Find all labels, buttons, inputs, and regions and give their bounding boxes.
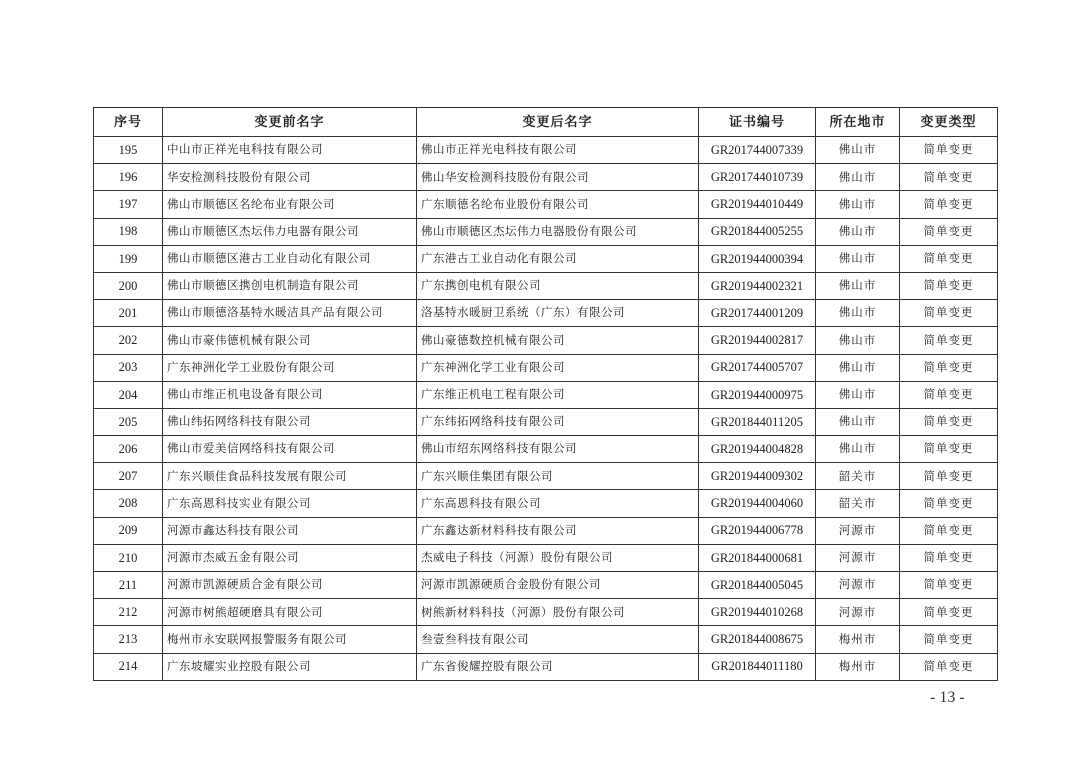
cell-new-name: 佛山豪德数控机械有限公司	[417, 327, 699, 354]
table-row	[94, 164, 998, 191]
table-row	[94, 191, 998, 218]
cell-cert-no: GR201844000681	[699, 544, 816, 571]
cell-old-name: 佛山市顺德区杰坛伟力电器有限公司	[163, 218, 417, 245]
cell-new-name: 杰威电子科技（河源）股份有限公司	[417, 544, 699, 571]
cell-change-type: 简单变更	[900, 137, 998, 164]
cell-new-name: 佛山市绍东网络科技有限公司	[417, 436, 699, 463]
cell-city: 佛山市	[816, 300, 900, 327]
cell-change-type: 简单变更	[900, 408, 998, 435]
cell-old-name: 广东神洲化学工业股份有限公司	[163, 354, 417, 381]
cell-cert-no: GR201944002321	[699, 272, 816, 299]
cell-cert-no: GR201744007339	[699, 137, 816, 164]
cell-old-name: 华安检测科技股份有限公司	[163, 164, 417, 191]
cell-change-type: 简单变更	[900, 381, 998, 408]
cell-change-type: 简单变更	[900, 626, 998, 653]
cell-new-name: 广东纬拓网络科技有限公司	[417, 408, 699, 435]
cell-change-type: 简单变更	[900, 599, 998, 626]
table-body	[94, 137, 998, 681]
cell-old-name: 广东坡耀实业控股有限公司	[163, 653, 417, 680]
cell-cert-no: GR201844011205	[699, 408, 816, 435]
table-row	[94, 572, 998, 599]
cell-new-name: 广东港古工业自动化有限公司	[417, 245, 699, 272]
cell-old-name: 佛山市顺德区携创电机制造有限公司	[163, 272, 417, 299]
cell-city: 佛山市	[816, 408, 900, 435]
cell-cert-no: GR201944006778	[699, 517, 816, 544]
cell-index: 206	[94, 436, 163, 463]
cell-change-type: 简单变更	[900, 436, 998, 463]
cell-change-type: 简单变更	[900, 191, 998, 218]
cell-city: 佛山市	[816, 137, 900, 164]
cell-index: 202	[94, 327, 163, 354]
cell-index: 211	[94, 572, 163, 599]
cell-old-name: 河源市凯源硬质合金有限公司	[163, 572, 417, 599]
cell-city: 佛山市	[816, 245, 900, 272]
cell-cert-no: GR201744010739	[699, 164, 816, 191]
cell-change-type: 简单变更	[900, 517, 998, 544]
cell-cert-no: GR201744005707	[699, 354, 816, 381]
page-number: - 13 -	[930, 689, 965, 706]
cell-old-name: 梅州市永安联网报警服务有限公司	[163, 626, 417, 653]
cell-index: 201	[94, 300, 163, 327]
cell-cert-no: GR201744001209	[699, 300, 816, 327]
cell-old-name: 河源市树熊超硬磨具有限公司	[163, 599, 417, 626]
cell-change-type: 简单变更	[900, 164, 998, 191]
cell-change-type: 简单变更	[900, 544, 998, 571]
cell-index: 196	[94, 164, 163, 191]
cell-old-name: 佛山市顺德区名纶布业有限公司	[163, 191, 417, 218]
table-row	[94, 517, 998, 544]
cell-new-name: 叁壹叁科技有限公司	[417, 626, 699, 653]
cell-index: 198	[94, 218, 163, 245]
header-change-type: 变更类型	[900, 108, 998, 137]
cell-city: 河源市	[816, 517, 900, 544]
table-row	[94, 245, 998, 272]
cell-index: 210	[94, 544, 163, 571]
cell-old-name: 佛山市爱美信网络科技有限公司	[163, 436, 417, 463]
cell-city: 韶关市	[816, 463, 900, 490]
cell-cert-no: GR201944002817	[699, 327, 816, 354]
cell-old-name: 佛山纬拓网络科技有限公司	[163, 408, 417, 435]
cell-cert-no: GR201944010449	[699, 191, 816, 218]
cell-new-name: 广东鑫达新材料科技有限公司	[417, 517, 699, 544]
cell-new-name: 树熊新材料科技（河源）股份有限公司	[417, 599, 699, 626]
cell-old-name: 佛山市豪伟德机械有限公司	[163, 327, 417, 354]
cell-city: 佛山市	[816, 218, 900, 245]
table-row	[94, 354, 998, 381]
cell-index: 207	[94, 463, 163, 490]
table-row	[94, 436, 998, 463]
cell-index: 213	[94, 626, 163, 653]
cell-change-type: 简单变更	[900, 653, 998, 680]
cell-cert-no: GR201844011180	[699, 653, 816, 680]
cell-index: 199	[94, 245, 163, 272]
cell-old-name: 佛山市顺德洛基特水暖洁具产品有限公司	[163, 300, 417, 327]
cell-city: 佛山市	[816, 354, 900, 381]
table-row	[94, 490, 998, 517]
table-header-row	[94, 108, 998, 137]
cell-index: 208	[94, 490, 163, 517]
cell-index: 195	[94, 137, 163, 164]
cell-city: 佛山市	[816, 191, 900, 218]
cell-new-name: 广东兴顺佳集团有限公司	[417, 463, 699, 490]
table-row	[94, 300, 998, 327]
cell-new-name: 佛山华安检测科技股份有限公司	[417, 164, 699, 191]
cell-city: 佛山市	[816, 272, 900, 299]
table-row	[94, 381, 998, 408]
table-row	[94, 137, 998, 164]
table-row	[94, 626, 998, 653]
cell-index: 200	[94, 272, 163, 299]
cell-new-name: 广东维正机电工程有限公司	[417, 381, 699, 408]
cell-cert-no: GR201944010268	[699, 599, 816, 626]
cell-new-name: 佛山市顺德区杰坛伟力电器股份有限公司	[417, 218, 699, 245]
cell-city: 佛山市	[816, 436, 900, 463]
cell-change-type: 简单变更	[900, 354, 998, 381]
cell-cert-no: GR201844005255	[699, 218, 816, 245]
cell-change-type: 简单变更	[900, 327, 998, 354]
cell-city: 佛山市	[816, 164, 900, 191]
table-row	[94, 463, 998, 490]
table-row	[94, 408, 998, 435]
table-row	[94, 272, 998, 299]
cell-city: 韶关市	[816, 490, 900, 517]
table-row	[94, 653, 998, 680]
cell-city: 梅州市	[816, 626, 900, 653]
table-row	[94, 218, 998, 245]
cell-index: 205	[94, 408, 163, 435]
table-row	[94, 544, 998, 571]
cell-index: 209	[94, 517, 163, 544]
cell-new-name: 广东高恩科技有限公司	[417, 490, 699, 517]
cell-new-name: 广东携创电机有限公司	[417, 272, 699, 299]
header-old-name: 变更前名字	[163, 108, 417, 137]
cell-old-name: 广东兴顺佳食品科技发展有限公司	[163, 463, 417, 490]
cell-new-name: 洛基特水暖厨卫系统（广东）有限公司	[417, 300, 699, 327]
header-new-name: 变更后名字	[417, 108, 699, 137]
cell-index: 214	[94, 653, 163, 680]
cell-new-name: 佛山市正祥光电科技有限公司	[417, 137, 699, 164]
header-cert-no: 证书编号	[699, 108, 816, 137]
cell-change-type: 简单变更	[900, 300, 998, 327]
header-city: 所在地市	[816, 108, 900, 137]
header-index: 序号	[94, 108, 163, 137]
cell-change-type: 简单变更	[900, 218, 998, 245]
cell-new-name: 广东省俊耀控股有限公司	[417, 653, 699, 680]
certificate-change-table	[93, 107, 998, 681]
cell-change-type: 简单变更	[900, 572, 998, 599]
cell-index: 197	[94, 191, 163, 218]
table-row	[94, 599, 998, 626]
cell-old-name: 佛山市维正机电设备有限公司	[163, 381, 417, 408]
cell-city: 河源市	[816, 544, 900, 571]
cell-old-name: 广东高恩科技实业有限公司	[163, 490, 417, 517]
cell-cert-no: GR201944009302	[699, 463, 816, 490]
cell-index: 203	[94, 354, 163, 381]
cell-index: 212	[94, 599, 163, 626]
cell-change-type: 简单变更	[900, 272, 998, 299]
cell-cert-no: GR201944004060	[699, 490, 816, 517]
cell-index: 204	[94, 381, 163, 408]
cell-change-type: 简单变更	[900, 463, 998, 490]
cell-old-name: 河源市鑫达科技有限公司	[163, 517, 417, 544]
cell-old-name: 中山市正祥光电科技有限公司	[163, 137, 417, 164]
cell-new-name: 广东顺德名纶布业股份有限公司	[417, 191, 699, 218]
cell-change-type: 简单变更	[900, 245, 998, 272]
cell-city: 河源市	[816, 599, 900, 626]
cell-cert-no: GR201844005045	[699, 572, 816, 599]
cell-new-name: 河源市凯源硬质合金股份有限公司	[417, 572, 699, 599]
cell-cert-no: GR201844008675	[699, 626, 816, 653]
cell-cert-no: GR201944004828	[699, 436, 816, 463]
cell-new-name: 广东神洲化学工业有限公司	[417, 354, 699, 381]
cell-cert-no: GR201944000975	[699, 381, 816, 408]
cell-change-type: 简单变更	[900, 490, 998, 517]
cell-city: 佛山市	[816, 381, 900, 408]
cell-old-name: 河源市杰威五金有限公司	[163, 544, 417, 571]
table-row	[94, 327, 998, 354]
cell-city: 梅州市	[816, 653, 900, 680]
cell-old-name: 佛山市顺德区港古工业自动化有限公司	[163, 245, 417, 272]
cell-cert-no: GR201944000394	[699, 245, 816, 272]
cell-city: 佛山市	[816, 327, 900, 354]
cell-city: 河源市	[816, 572, 900, 599]
